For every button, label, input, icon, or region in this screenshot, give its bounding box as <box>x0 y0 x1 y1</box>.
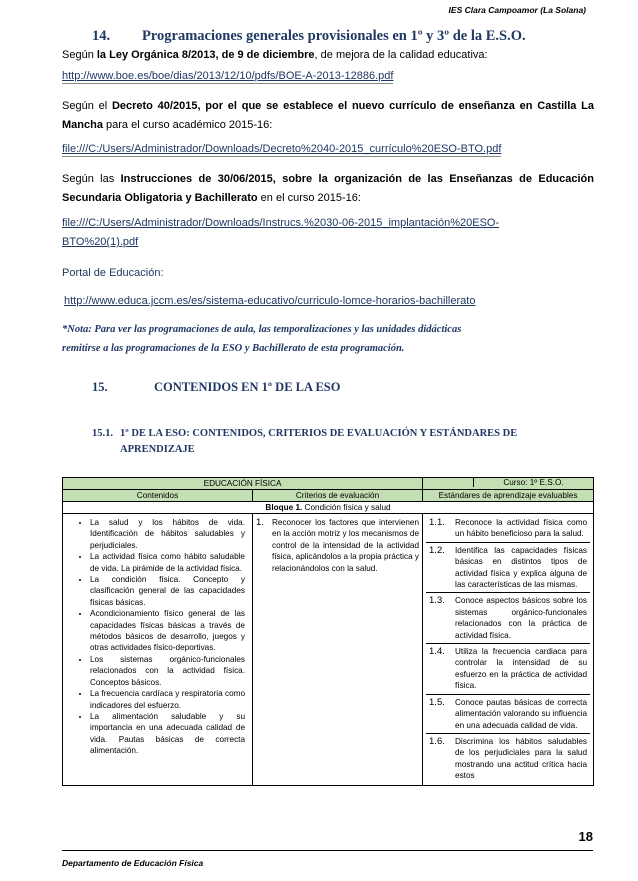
estandar-row <box>426 644 590 695</box>
contenido-item: • La actividad física como hábito saludable de vida. La pirámide de la actividad física. <box>90 551 245 574</box>
nota-line-1: *Nota: Para ver las programaciones de aula, las temporalizaciones y las unidades didácticas <box>62 324 462 335</box>
contenido-item: • La frecuencia cardíaca y respiratoria como indicadores del esfuerzo. <box>90 688 245 711</box>
estandar-text: Conoce aspectos básicos sobre los sistemas orgánico-funcionales relacionados con la práctica de actividad física. <box>455 596 588 640</box>
footer-divider <box>62 850 593 851</box>
estandar-text: Utiliza la frecuencia cardiaca para controlar la intensidad de su esfuerzo en la práctica de actividad física. <box>455 647 588 691</box>
ley-link[interactable]: http://www.boe.es/boe/dias/2013/12/10/pdfs/BOE-A-2013-12886.pdf <box>62 70 394 82</box>
ley-paragraph <box>62 46 594 65</box>
contenido-item: • La salud y los hábitos de vida. Identificación de hábitos saludables y perjudiciales. <box>90 517 245 551</box>
table-header-row <box>63 490 594 502</box>
course-spacer <box>423 478 474 487</box>
bloque-title: Condición física y salud <box>302 503 391 512</box>
nota <box>62 320 594 358</box>
section-15-1-title-1: 1º DE LA ESO: CONTENIDOS, CRITERIOS DE EVALUACIÓN Y ESTÁNDARES DE <box>120 428 518 439</box>
course-cell-wrap <box>423 478 594 490</box>
bloque-label: Bloque 1. <box>265 503 303 512</box>
estandar-text: Identifica las capacidades físicas básicas en distintos tipos de actividad física y explica alguna de las características de las mismas. <box>455 545 588 590</box>
estandar-row <box>426 734 590 784</box>
decreto-link[interactable]: file:///C:/Users/Administrador/Downloads/Decreto%2040-2015_currículo%20ESO-BTO.pdf <box>62 143 502 155</box>
ley-pre: Según <box>62 49 97 61</box>
estandar-row <box>426 543 590 594</box>
content-row <box>63 514 594 786</box>
decreto-post: para el curso académico 2015-16: <box>102 119 273 131</box>
estandar-text: Conoce pautas básicas de correcta alimentación valorando su influencia en una adecuada calidad de vida. <box>455 697 588 730</box>
section-14-title: Programaciones generales provisionales en 1º y 3º de la E.S.O. <box>142 28 526 44</box>
estandar-number: 1.6. <box>429 735 445 747</box>
instrucciones-link-row <box>62 214 594 252</box>
subject-cell: EDUCACIÓN FÍSICA <box>63 478 423 490</box>
ley-link-row <box>62 67 594 86</box>
section-15-1-heading <box>92 426 552 458</box>
contenidos-cell <box>63 514 253 786</box>
table-title-row <box>63 478 594 490</box>
portal-label: Portal de Educación: <box>62 267 164 279</box>
estandar-text: Discrimina los hábitos saludables de los perjudiciales para la salud mostrando una actitud crítica hacia estos <box>455 736 588 781</box>
section-15-1-number: 15.1. <box>92 428 113 439</box>
col-criterios: Criterios de evaluación <box>253 490 423 502</box>
estandar-number: 1.3. <box>429 595 445 607</box>
course-cell: Curso: 1º E.S.O. <box>503 478 564 487</box>
estandar-row <box>426 695 590 734</box>
contenidos-list <box>66 515 249 759</box>
contenido-item: • Los sistemas orgánico-funcionales relacionados con la actividad física. Conceptos básicos. <box>90 654 245 688</box>
contenido-item: • La condición física. Concepto y clasificación general de las capacidades físicas básicas. <box>90 574 245 608</box>
instrucciones-bold: Instrucciones de 30/06/2015, sobre la organización de las Enseñanzas de Educación Secundaria Obligatoria y Bachillerato <box>62 173 594 204</box>
estandar-text: Reconoce la actividad física como un hábito beneficioso para la salud. <box>455 518 588 539</box>
footer-department: Departamento de Educación Física <box>62 858 204 868</box>
ley-bold: la Ley Orgánica 8/2013, de 9 de diciembre <box>96 49 315 61</box>
instrucciones-link-1[interactable]: file:///C:/Users/Administrador/Downloads/Instrucs.%2030-06-2015_implantación%20ESO- <box>62 217 500 229</box>
header-school: IES Clara Campoamor (La Solana) <box>448 5 586 15</box>
section-14-heading <box>92 28 526 45</box>
contenido-item: • Acondicionamiento físico general de las capacidades físicas básicas a través de métodos básicos de desarrollo, juegos y otras actividades físico-deportivas. <box>90 608 245 654</box>
estandar-row <box>426 515 590 543</box>
portal-link-row <box>62 292 594 311</box>
curriculum-table <box>62 477 594 786</box>
ley-post: , de mejora de la calidad educativa: <box>314 49 488 61</box>
portal-link[interactable]: http://www.educa.jccm.es/es/sistema-educativo/curriculo-lomce-horarios-bachillerato <box>64 295 476 307</box>
criterio-1 <box>256 515 419 574</box>
instrucciones-link-2[interactable]: BTO%20(1).pdf <box>62 236 139 248</box>
estandar-number: 1.2. <box>429 544 445 556</box>
criterios-cell <box>253 514 423 786</box>
estandares-cell <box>423 514 594 786</box>
section-15-heading <box>92 380 340 395</box>
criterio-number: 1. <box>256 517 264 528</box>
decreto-bold: Decreto 40/2015, por el que se establece el nuevo currículo de enseñanza en Castilla La Mancha <box>62 100 594 131</box>
estandar-number: 1.5. <box>429 696 445 708</box>
criterio-text: Reconocer los factores que intervienen en la acción motriz y los mecanismos de control de la intensidad de la actividad física, aplicándolos a la propia práctica y relacionándolos con la salud. <box>272 518 420 573</box>
instrucciones-post: en el curso 2015-16: <box>257 192 361 204</box>
bloque-row <box>63 502 594 514</box>
col-estandares: Estándares de aprendizaje evaluables <box>423 490 594 502</box>
decreto-paragraph <box>62 97 594 135</box>
nota-line-2: remitirse a las programaciones de la ESO y Bachillerato de esta programación. <box>62 343 405 354</box>
col-contenidos: Contenidos <box>63 490 253 502</box>
contenido-item: • La alimentación saludable y su importancia en una adecuada calidad de vida. Pautas básicas de correcta alimentación. <box>90 711 245 757</box>
section-14-number: 14. <box>92 28 111 44</box>
section-15-title: CONTENIDOS EN 1º DE LA ESO <box>154 380 341 394</box>
estandar-number: 1.1. <box>429 517 445 528</box>
bloque-cell <box>63 502 594 514</box>
estandar-row <box>426 593 590 644</box>
instrucciones-pre: Según las <box>62 173 121 185</box>
section-15-number: 15. <box>92 380 108 394</box>
instrucciones-paragraph <box>62 170 594 208</box>
section-15-1-title-2: APRENDIZAJE <box>120 444 195 455</box>
portal-row <box>62 264 594 283</box>
estandar-number: 1.4. <box>429 646 445 658</box>
page-number: 18 <box>578 829 593 844</box>
decreto-link-row <box>62 140 594 159</box>
decreto-pre: Según el <box>62 100 112 112</box>
